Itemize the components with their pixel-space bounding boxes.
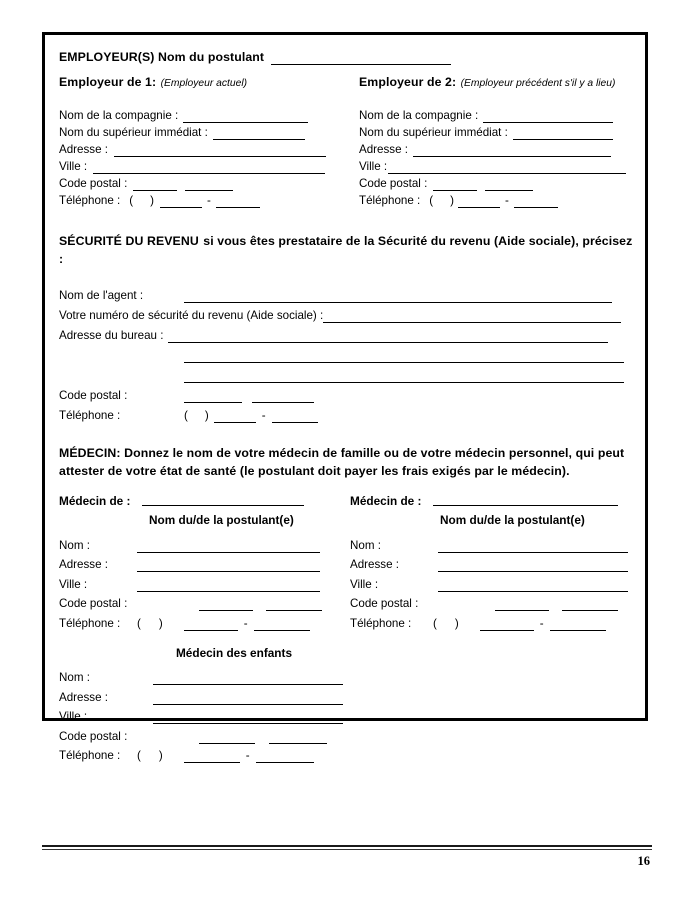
medecin1-phone-line-2[interactable] — [254, 620, 310, 631]
employer1-title: Employeur de 1: — [59, 75, 157, 89]
row-ville — [59, 156, 637, 173]
employer2-telephone — [359, 190, 637, 207]
enfants-adresse-label: Adresse : — [59, 690, 108, 704]
employer1-nom-compagnie-label: Nom de la compagnie : — [59, 109, 179, 122]
securite-numero-line[interactable] — [323, 311, 621, 323]
employer1-phone-open-paren: ( — [129, 194, 134, 207]
medecin-row-telephone — [59, 610, 637, 630]
employer1-adresse — [59, 139, 359, 156]
row-nom-superieur — [59, 122, 637, 139]
enfants-row-ville — [59, 704, 637, 724]
medecin-row-adresse — [59, 552, 637, 572]
enfants-phone-line-1[interactable] — [184, 752, 240, 763]
employeurs-heading: EMPLOYEUR(S) Nom du postulant — [59, 50, 265, 64]
medecin2-phone-open-paren: ( — [433, 616, 437, 630]
securite-adresse-label: Adresse du bureau : — [59, 329, 164, 342]
medecin1-caption-cell — [59, 511, 350, 529]
securite-adresse-row-3 — [59, 362, 637, 382]
employer1-phone-line-2[interactable] — [216, 197, 260, 208]
medecin2-phone-line-2[interactable] — [550, 620, 606, 631]
medecin2-nom-line[interactable] — [438, 541, 628, 553]
employer2-phone-open-paren: ( — [429, 194, 434, 207]
medecin2-nom-label: Nom : — [350, 538, 381, 552]
enfants-row-adresse — [59, 684, 637, 704]
employer2-adresse — [359, 139, 637, 156]
securite-adresse-row-2 — [59, 342, 637, 362]
medecin1-ville — [59, 578, 350, 591]
row-nom-compagnie — [59, 105, 637, 122]
employer-titles-row — [59, 73, 637, 91]
medecin2-caption-cell — [350, 511, 585, 529]
employer1-phone-line-1[interactable] — [160, 197, 202, 208]
securite-heading-bold: SÉCURITÉ DU REVENU — [59, 234, 199, 248]
securite-code-postal-row — [59, 382, 637, 402]
medecin1-nom — [59, 539, 350, 552]
enfants-telephone-label: Téléphone : — [59, 749, 121, 762]
medecin-captions-row — [59, 511, 637, 529]
medecin-enfants-title: Médecin des enfants — [175, 645, 293, 660]
securite-phone-line-1[interactable] — [214, 412, 256, 423]
medecin1-telephone — [59, 617, 350, 630]
medecin2-de-line[interactable] — [433, 494, 618, 506]
medecin1-code-postal-label: Code postal : — [59, 597, 128, 610]
securite-phone-open-paren: ( — [184, 409, 188, 422]
section-employeurs — [59, 45, 637, 207]
medecin-row-code-postal — [59, 591, 637, 611]
securite-phone-dash: - — [261, 409, 266, 422]
enfants-phone-line-2[interactable] — [256, 752, 314, 763]
employer1-ville-label: Ville : — [59, 160, 88, 173]
postulant-name-line[interactable] — [271, 53, 451, 65]
securite-telephone-row — [59, 402, 637, 422]
medecin1-phone-open-paren: ( — [137, 616, 141, 630]
enfants-code-postal-line-2[interactable] — [269, 733, 327, 744]
employer1-phone-close-paren: ) — [150, 194, 154, 207]
enfants-row-code-postal — [59, 723, 637, 743]
securite-heading-rest: si vous êtes prestataire de la Sécurité du revenu (Aide sociale), précisez : — [59, 234, 633, 266]
medecin2-code-postal-line-1[interactable] — [495, 600, 549, 611]
securite-adresse-line-2[interactable] — [184, 351, 624, 363]
form-border-box — [42, 32, 648, 762]
employer1-ville — [59, 156, 359, 173]
securite-agent-line[interactable] — [184, 291, 612, 303]
medecin1-phone-line-1[interactable] — [184, 620, 238, 631]
medecin1-adresse — [59, 558, 350, 571]
medecin2-de-label: Médecin de : — [350, 494, 422, 508]
employer1-nom-superieur — [59, 122, 359, 139]
securite-heading-row — [59, 232, 637, 268]
employer1-code-postal-label: Code postal : — [59, 177, 128, 190]
securite-phone-close-paren: ) — [204, 409, 209, 422]
page-footer — [42, 845, 652, 869]
medecin2-code-postal-line-2[interactable] — [562, 600, 618, 611]
securite-agent-row — [59, 282, 637, 302]
enfants-phone-close-paren: ) — [158, 749, 163, 762]
employer2-nom-compagnie — [359, 105, 637, 122]
medecin1-code-postal-line-2[interactable] — [266, 600, 322, 611]
securite-code-postal-line-1[interactable] — [184, 392, 242, 403]
medecin-heading-bold: MÉDECIN — [59, 446, 117, 460]
medecin2-ville-label: Ville : — [350, 577, 379, 591]
medecin-row-nom — [59, 532, 637, 552]
employer1-nom-superieur-label: Nom du supérieur immédiat : — [59, 126, 208, 139]
medecin1-phone-dash: - — [243, 616, 248, 630]
employer2-code-postal — [359, 173, 637, 190]
securite-fields — [59, 282, 637, 422]
medecin-heading-block — [59, 445, 637, 480]
page-number: 16 — [637, 854, 650, 869]
employer1-telephone — [59, 190, 359, 207]
footer-rule-thin — [42, 849, 652, 850]
medecin2-telephone — [350, 617, 637, 630]
employer2-phone-line-2[interactable] — [514, 197, 558, 208]
employer2-nom-superieur-label: Nom du supérieur immédiat : — [359, 126, 508, 139]
medecin1-code-postal-line-1[interactable] — [199, 600, 253, 611]
enfants-phone-dash: - — [245, 749, 250, 762]
medecin2-ville-line[interactable] — [438, 580, 628, 592]
medecin2-code-postal-label: Code postal : — [350, 597, 419, 610]
securite-adresse-line-3[interactable] — [184, 371, 624, 383]
employer2-nom-compagnie-label: Nom de la compagnie : — [359, 109, 479, 122]
medecin1-adresse-line[interactable] — [137, 560, 320, 572]
employer2-phone-close-paren: ) — [450, 194, 454, 207]
employer2-ville — [359, 156, 637, 173]
medecin2-de-cell — [350, 492, 618, 510]
enfants-ville-label: Ville : — [59, 710, 88, 723]
section-medecin-enfants — [59, 646, 637, 763]
medecin2-caption: Nom du/de la postulant(e) — [440, 513, 585, 527]
medecin1-telephone-label: Téléphone : — [59, 616, 121, 630]
employer2-nom-superieur — [359, 122, 637, 139]
medecin-fields-grid — [59, 532, 637, 630]
employer1-note: (Employeur actuel) — [160, 78, 248, 89]
employer-fields-grid — [59, 105, 637, 207]
enfants-nom-line[interactable] — [153, 673, 343, 685]
employer1-code-postal — [59, 173, 359, 190]
medecin2-phone-line-1[interactable] — [480, 620, 534, 631]
medecin1-nom-label: Nom : — [59, 538, 90, 552]
employer1-nom-compagnie — [59, 105, 359, 122]
medecin1-nom-line[interactable] — [137, 541, 320, 553]
employer1-phone-dash: - — [207, 194, 211, 207]
medecin-de-row — [59, 492, 637, 510]
employer2-note: (Employeur précédent s'il y a lieu) — [460, 78, 616, 89]
row-telephone — [59, 190, 637, 207]
medecin2-adresse-label: Adresse : — [350, 558, 399, 571]
medecin1-de-line[interactable] — [142, 494, 304, 506]
row-code-postal — [59, 173, 637, 190]
employer1-telephone-label: Téléphone : — [59, 194, 121, 207]
enfants-row-nom — [59, 665, 637, 685]
medecin1-de-label: Médecin de : — [59, 494, 131, 508]
securite-code-postal-line-2[interactable] — [252, 392, 314, 403]
enfants-code-postal-line-1[interactable] — [199, 733, 255, 744]
medecin2-adresse — [350, 558, 637, 571]
medecin2-phone-close-paren: ) — [454, 616, 459, 630]
section-securite-revenu — [59, 232, 637, 422]
medecin-enfants-fields — [59, 665, 637, 763]
medecin2-ville — [350, 578, 637, 591]
securite-telephone-label: Téléphone : — [59, 409, 121, 422]
securite-adresse-line-1[interactable] — [168, 331, 608, 343]
securite-agent-label: Nom de l'agent : — [59, 289, 144, 302]
enfants-row-telephone — [59, 743, 637, 763]
section-medecin — [59, 445, 637, 630]
medecin2-code-postal — [350, 597, 637, 610]
securite-adresse-row — [59, 322, 637, 342]
enfants-code-postal-label: Code postal : — [59, 729, 128, 743]
medecin1-caption: Nom du/de la postulant(e) — [149, 513, 294, 527]
employer2-code-postal-label: Code postal : — [359, 177, 428, 190]
medecin1-ville-line[interactable] — [137, 580, 320, 592]
enfants-nom-label: Nom : — [59, 671, 90, 684]
medecin1-adresse-label: Adresse : — [59, 558, 108, 571]
medecin2-telephone-label: Téléphone : — [350, 616, 412, 630]
employer1-adresse-label: Adresse : — [59, 143, 108, 156]
securite-phone-line-2[interactable] — [272, 412, 318, 423]
medecin1-de-cell — [59, 492, 350, 510]
medecin2-adresse-line[interactable] — [438, 560, 628, 572]
medecin2-nom — [350, 539, 637, 552]
medecin-row-ville — [59, 571, 637, 591]
employer2-adresse-label: Adresse : — [359, 143, 408, 156]
employer2-telephone-label: Téléphone : — [359, 194, 421, 207]
employer2-phone-dash: - — [505, 194, 509, 207]
enfants-phone-open-paren: ( — [137, 749, 141, 762]
employer2-phone-line-1[interactable] — [458, 197, 500, 208]
securite-numero-row — [59, 302, 637, 322]
medecin1-ville-label: Ville : — [59, 577, 88, 591]
securite-code-postal-label: Code postal : — [59, 389, 128, 402]
enfants-ville-line[interactable] — [153, 712, 343, 724]
medecin1-phone-close-paren: ) — [158, 616, 163, 630]
footer-rule-thick — [42, 845, 652, 847]
medecin-heading-rest: : Donnez le nom de votre médecin de famille ou de votre médecin personnel, qui peut attester de votre état de santé (le postulant doit payer les frais exigés par le médecin). — [59, 446, 625, 478]
employer2-title-cell — [359, 73, 615, 91]
medecin2-phone-dash: - — [539, 616, 544, 630]
enfants-adresse-line[interactable] — [153, 693, 343, 705]
employer1-title-cell — [59, 73, 359, 91]
medecin1-code-postal — [59, 597, 350, 610]
employer2-title: Employeur de 2: — [359, 75, 457, 89]
employer2-ville-label: Ville : — [359, 160, 388, 173]
employeurs-heading-row — [59, 45, 637, 64]
row-adresse — [59, 139, 637, 156]
securite-numero-label: Votre numéro de sécurité du revenu (Aide sociale) : — [59, 309, 324, 322]
